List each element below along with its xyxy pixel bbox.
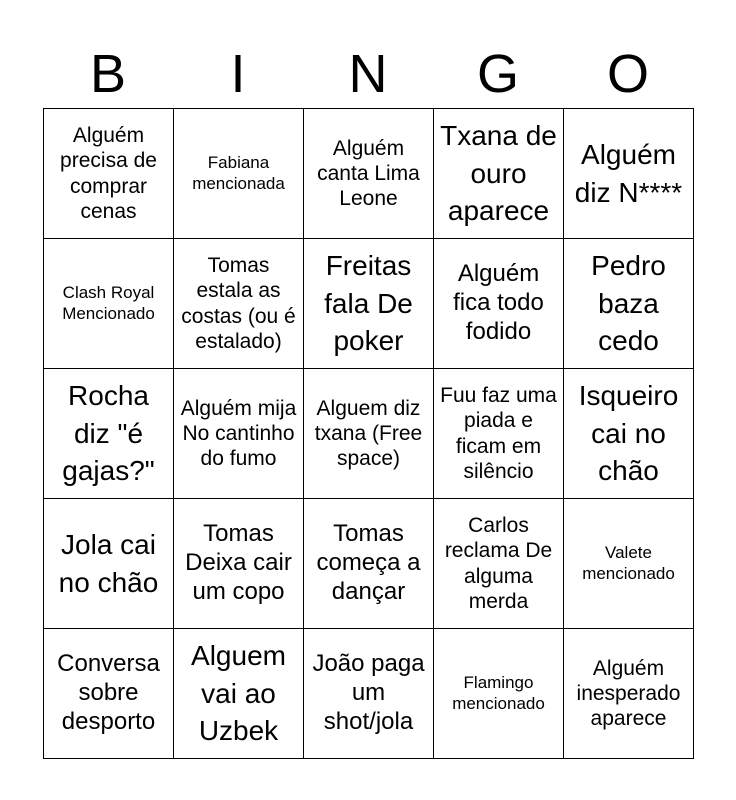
board-row-2	[44, 239, 694, 369]
bingo-cell-r5-c5[interactable]: Alguém inesperado aparece	[564, 629, 694, 759]
header-letter-b: B	[89, 44, 127, 104]
bingo-cell-r1-c1[interactable]: Alguém precisa de comprar cenas	[44, 109, 174, 239]
bingo-cell-r3-c2[interactable]: Alguém mija No cantinho do fumo	[174, 369, 304, 499]
bingo-cell-r5-c3[interactable]: João paga um shot/jola	[304, 629, 434, 759]
header-letter-i: I	[230, 44, 246, 104]
bingo-cell-r1-c3[interactable]: Alguém canta Lima Leone	[304, 109, 434, 239]
bingo-cell-r2-c1[interactable]: Clash Royal Mencionado	[44, 239, 174, 369]
bingo-cell-r5-c4[interactable]: Flamingo mencionado	[434, 629, 564, 759]
bingo-cell-r1-c4[interactable]: Txana de ouro aparece	[434, 109, 564, 239]
bingo-board	[43, 108, 694, 759]
bingo-cell-r3-c3[interactable]: Alguem diz txana (Free space)	[304, 369, 434, 499]
header-letter-g: G	[476, 44, 519, 104]
bingo-cell-r4-c1[interactable]: Jola cai no chão	[44, 499, 174, 629]
bingo-cell-r4-c4[interactable]: Carlos reclama De alguma merda	[434, 499, 564, 629]
board-row-4	[44, 499, 694, 629]
bingo-cell-r4-c3[interactable]: Tomas começa a dançar	[304, 499, 434, 629]
bingo-cell-r3-c1[interactable]: Rocha diz "é gajas?"	[44, 369, 174, 499]
bingo-cell-r2-c3[interactable]: Freitas fala De poker	[304, 239, 434, 369]
bingo-cell-r2-c4[interactable]: Alguém fica todo fodido	[434, 239, 564, 369]
bingo-cell-r3-c4[interactable]: Fuu faz uma piada e ficam em silêncio	[434, 369, 564, 499]
board-row-5	[44, 629, 694, 759]
bingo-cell-r4-c5[interactable]: Valete mencionado	[564, 499, 694, 629]
bingo-cell-r5-c1[interactable]: Conversa sobre desporto	[44, 629, 174, 759]
bingo-cell-r2-c2[interactable]: Tomas estala as costas (ou é estalado)	[174, 239, 304, 369]
header-letter-n: N	[348, 44, 388, 104]
bingo-cell-r3-c5[interactable]: Isqueiro cai no chão	[564, 369, 694, 499]
bingo-cell-r1-c5[interactable]: Alguém diz N****	[564, 109, 694, 239]
bingo-cell-r4-c2[interactable]: Tomas Deixa cair um copo	[174, 499, 304, 629]
board-row-3	[44, 369, 694, 499]
bingo-cell-r2-c5[interactable]: Pedro baza cedo	[564, 239, 694, 369]
bingo-header	[43, 40, 693, 108]
bingo-cell-r1-c2[interactable]: Fabiana mencionada	[174, 109, 304, 239]
board-row-1	[44, 109, 694, 239]
header-letter-o: O	[606, 44, 649, 104]
bingo-cell-r5-c2[interactable]: Alguem vai ao Uzbek	[174, 629, 304, 759]
